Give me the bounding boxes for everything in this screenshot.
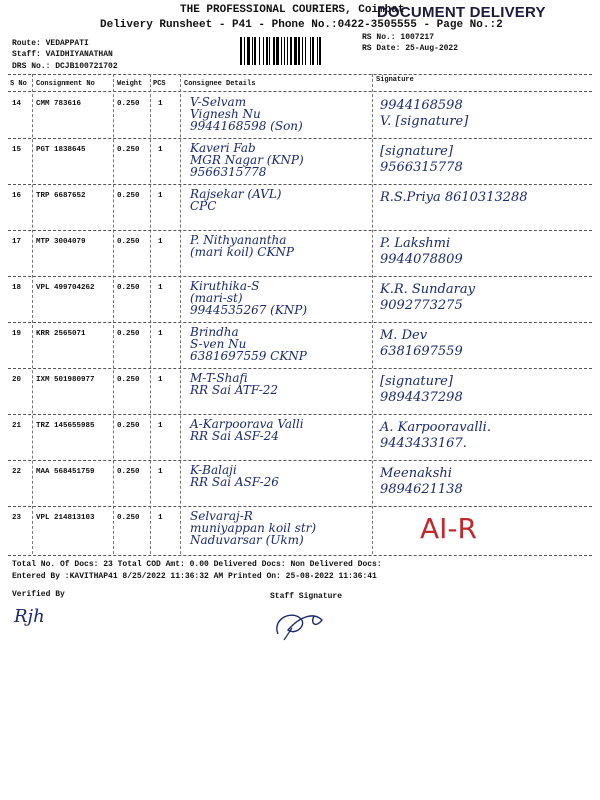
row-weight: 0.250 <box>117 238 140 246</box>
verified-signature: Rjh <box>14 606 45 627</box>
row-consignee-line: (mari koil) CKNP <box>190 245 294 259</box>
header-sno: S No <box>10 80 27 88</box>
col-divider <box>372 74 373 554</box>
row-consignee-line: muniyappan koil str) <box>190 521 317 535</box>
row-weight: 0.250 <box>117 284 140 292</box>
header-weight: Weight <box>117 80 143 88</box>
row-weight: 0.250 <box>117 514 140 522</box>
row-sno: 19 <box>12 330 22 338</box>
row-pcs: 1 <box>158 330 163 338</box>
row-consignee-line: 6381697559 CKNP <box>190 349 307 363</box>
row-weight: 0.250 <box>117 192 140 200</box>
row-pcs: 1 <box>158 376 163 384</box>
table-top-rule <box>8 74 592 75</box>
row-consignee-line: RR Sai ASF-24 <box>190 429 279 443</box>
row-pcs: 1 <box>158 514 163 522</box>
row-sno: 20 <box>12 376 22 384</box>
row-signature: 9944168598 <box>380 98 463 113</box>
row-consignee-line: CPC <box>190 199 217 213</box>
row-weight: 0.250 <box>117 468 140 476</box>
row-signature: 9566315778 <box>380 160 463 175</box>
barcode-bar <box>254 37 256 65</box>
row-sno: 22 <box>12 468 22 476</box>
barcode-bar <box>305 37 306 65</box>
row-consignee-line: 9944535267 (KNP) <box>190 303 308 317</box>
row-signature: 9894437298 <box>380 390 463 405</box>
header-signature: Signature <box>376 76 414 84</box>
barcode-bar <box>290 37 292 65</box>
row-signature: [signature] <box>380 144 453 159</box>
barcode-bar <box>269 37 270 65</box>
barcode-bar <box>319 37 321 65</box>
row-pcs: 1 <box>158 146 163 154</box>
header-consignee: Consignee Details <box>184 80 256 88</box>
barcode-bar <box>281 37 282 65</box>
row-pcs: 1 <box>158 192 163 200</box>
row-consignment-no: IXM 501980977 <box>36 376 95 384</box>
row-sno: 21 <box>12 422 22 430</box>
col-divider <box>32 74 33 554</box>
row-consignment-no: MAA 568451759 <box>36 468 95 476</box>
row-consignment-no: PGT 1838645 <box>36 146 86 154</box>
barcode-bar <box>312 37 314 65</box>
table-bottom-rule <box>8 555 592 556</box>
staff-label: Staff: VAIDHIYANATHAN <box>12 50 113 59</box>
row-sno: 16 <box>12 192 22 200</box>
row-consignee-line: Selvaraj-R <box>190 509 253 523</box>
header-pcs: PCS <box>153 80 166 88</box>
barcode-bar <box>273 37 275 65</box>
barcode-bar <box>284 37 285 65</box>
row-signature: P. Lakshmi <box>380 236 451 251</box>
row-consignee-line: Kiruthika-S <box>190 279 260 293</box>
row-signature: 9443433167. <box>380 436 467 451</box>
barcode-bar <box>287 37 288 65</box>
row-sno: 14 <box>12 100 22 108</box>
row-divider <box>8 276 592 277</box>
row-consignment-no: VPL 214813103 <box>36 514 95 522</box>
row-consignment-no: TRZ 145655985 <box>36 422 95 430</box>
row-consignee-line: M-T-Shafi <box>190 371 248 385</box>
header-consignment: Consignment No <box>36 80 95 88</box>
barcode <box>240 37 352 65</box>
row-consignee-line: K-Balaji <box>190 463 237 477</box>
row-signature: 9944078809 <box>380 252 463 267</box>
row-divider <box>8 184 592 185</box>
rs-date: RS Date: 25-Aug-2022 <box>362 44 459 53</box>
row-sno: 18 <box>12 284 22 292</box>
row-divider <box>8 414 592 415</box>
table-header-rule <box>8 91 592 92</box>
barcode-bar <box>276 37 279 65</box>
row-divider <box>8 368 592 369</box>
barcode-bar <box>310 37 311 65</box>
barcode-bar <box>298 37 300 65</box>
row-consignment-no: VPL 499704262 <box>36 284 95 292</box>
row-consignee-line: Brindha <box>190 325 239 339</box>
barcode-bar <box>266 37 268 65</box>
barcode-bar <box>244 37 245 65</box>
row-divider <box>8 460 592 461</box>
row-consignee-line: Vignesh Nu <box>190 107 261 121</box>
col-divider <box>150 74 151 554</box>
barcode-bar <box>302 37 303 65</box>
staff-signature-label: Staff Signature <box>270 592 343 601</box>
row-consignee-line: P. Nithyanantha <box>190 233 287 247</box>
totals-line: Total No. Of Docs: 23 Total COD Amt: 0.00 Delivered Docs: Non Delivered Docs: <box>12 560 382 569</box>
row-signature: V. [signature] <box>380 114 469 129</box>
company-name: THE PROFESSIONAL COURIERS, Coimbat <box>180 4 405 16</box>
barcode-bar <box>240 37 242 65</box>
row-sno: 17 <box>12 238 22 246</box>
rs-number: RS No.: 1007217 <box>362 33 435 42</box>
row-consignment-no: TRP 6687652 <box>36 192 86 200</box>
barcode-bar <box>317 37 318 65</box>
row-consignment-no: KRR 2565071 <box>36 330 86 338</box>
row-divider <box>8 138 592 139</box>
row-divider <box>8 506 592 507</box>
drs-label: DRS No.: DCJB100721702 <box>12 62 118 71</box>
row-consignee-line: 9944168598 (Son) <box>190 119 303 133</box>
row-signature: Meenakshi <box>380 466 452 481</box>
row-consignee-line: (mari-st) <box>190 291 243 305</box>
staff-signature-mark <box>270 606 330 646</box>
row-weight: 0.250 <box>117 330 140 338</box>
row-divider <box>8 322 592 323</box>
barcode-bar <box>294 37 297 65</box>
row-signature: R.S.Priya 8610313288 <box>380 190 528 205</box>
row-consignee-line: 9566315778 <box>190 165 267 179</box>
row-weight: 0.250 <box>117 146 140 154</box>
row-pcs: 1 <box>158 238 163 246</box>
row-weight: 0.250 <box>117 376 140 384</box>
row-signature: 6381697559 <box>380 344 463 359</box>
row-pcs: 1 <box>158 468 163 476</box>
col-divider <box>113 74 114 554</box>
col-divider <box>180 74 181 554</box>
runsheet-title: Delivery Runsheet - P41 - Phone No.:0422-3505555 - Page No.:2 <box>100 19 503 31</box>
row-signature: K.R. Sundaray <box>380 282 475 297</box>
row-consignee-line: MGR Nagar (KNP) <box>190 153 304 167</box>
barcode-bar <box>247 37 250 65</box>
route-label: Route: VEDAPPATI <box>12 39 89 48</box>
row-consignee-line: Naduvarsar (Ukm) <box>190 533 304 547</box>
row-consignee-line: A-Karpoorava Valli <box>190 417 304 431</box>
row-consignee-line: V-Selvam <box>190 95 247 109</box>
row-consignee-line: Kaveri Fab <box>190 141 256 155</box>
row-pcs: 1 <box>158 100 163 108</box>
row-signature: A. Karpooravalli. <box>380 420 491 435</box>
row-consignment-no: CMM 783616 <box>36 100 82 108</box>
document-delivery-stamp: DOCUMENT DELIVERY <box>377 4 546 21</box>
row-consignee-line: RR Sai ASF-26 <box>190 475 279 489</box>
row-consignment-no: MTP 3004079 <box>36 238 86 246</box>
barcode-bar <box>259 37 260 65</box>
row-weight: 0.250 <box>117 100 140 108</box>
row-sno: 15 <box>12 146 22 154</box>
row-pcs: 1 <box>158 284 163 292</box>
entered-by-line: Entered By :KAVITHAP41 8/25/2022 11:36:32 AM Printed On: 25-08-2022 11:36:41 <box>12 572 377 581</box>
row-consignee-line: RR Sai ATF-22 <box>190 383 279 397</box>
barcode-bar <box>263 37 264 65</box>
row-signature: [signature] <box>380 374 453 389</box>
row-signature: 9092773275 <box>380 298 463 313</box>
row-divider <box>8 230 592 231</box>
row-pcs: 1 <box>158 422 163 430</box>
row-consignee-line: Rajsekar (AVL) <box>190 187 282 201</box>
row-signature: AI-R <box>420 512 477 545</box>
row-signature: M. Dev <box>380 328 428 343</box>
verified-by-label: Verified By <box>12 590 65 599</box>
row-weight: 0.250 <box>117 422 140 430</box>
row-sno: 23 <box>12 514 22 522</box>
barcode-bar <box>252 37 253 65</box>
row-signature: 9894621138 <box>380 482 463 497</box>
row-consignee-line: S-ven Nu <box>190 337 247 351</box>
